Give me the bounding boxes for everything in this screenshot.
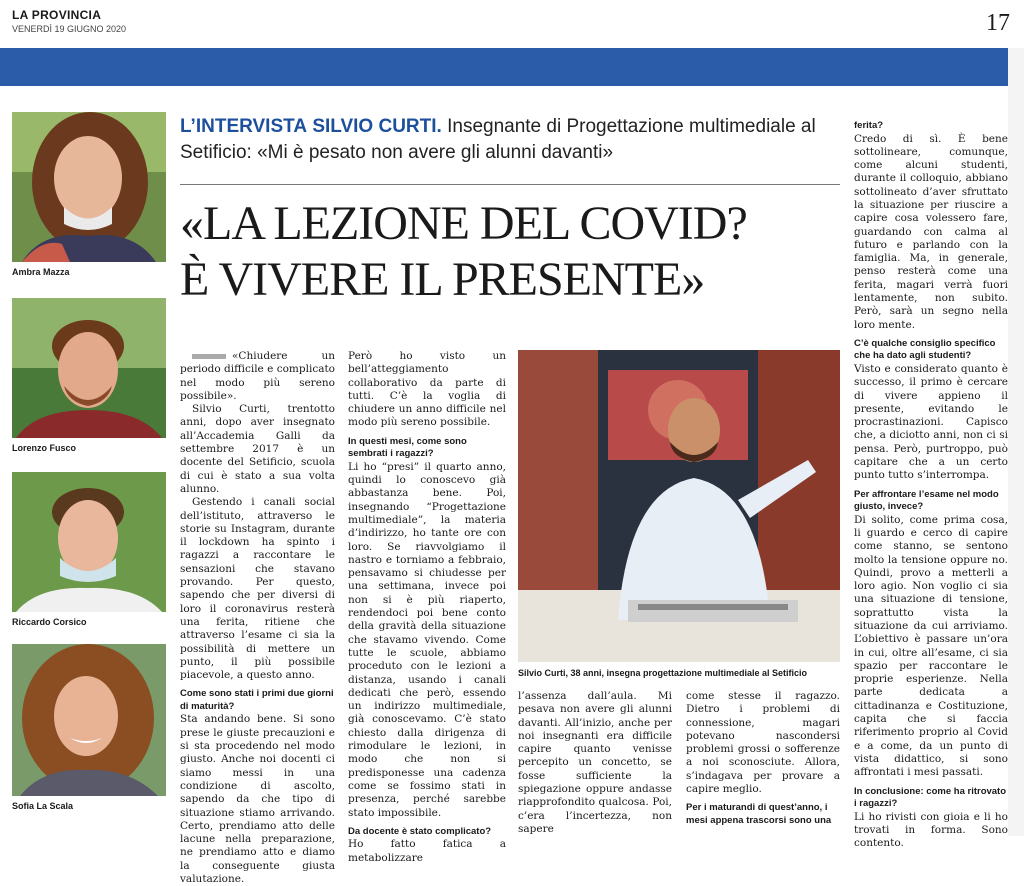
question: Come sono stati i primi due giorni di maturità? xyxy=(180,688,334,712)
page-number: 17 xyxy=(986,10,1010,36)
kicker-text: Insegnante di Progettazione multimediale al Setificio: «Mi è pesato non avere gli alunni davanti» xyxy=(180,116,816,163)
paragraph: Però ho visto un bell’atteggiamento collaborativo da parte di tutti. C’è la voglia di chiudere un anno difficile nel modo più sereno possibile. xyxy=(348,350,506,429)
paragraph: Di solito, come prima cosa, li guardo e cerco di capire come stanno, se sentono molto la tensione oppure no. Quindi, provo a metterli a loro agio. Non voglio ci sia una situazione di tensione, soprattutto vista la situazione da cui arriviamo. L’obiettivo è passare un’ora in cui, oltre all’esame, ci sia spazio per raccontare le proprie esperienze. Nella parte dedicata a cittadinanza e Costituzione, capita che si faccia riferimento proprio al Covid e a come, da un punto di vista didattico, si sono affrontati i mesi passati. xyxy=(854,513,1008,779)
page-edge xyxy=(1008,48,1024,836)
student-card xyxy=(12,112,166,277)
paragraph: Ho fatto fatica a metabolizzare xyxy=(348,838,506,864)
student-card xyxy=(12,472,166,627)
student-photo xyxy=(12,112,166,262)
question: C’è qualche consiglio specifico che ha dato agli studenti? xyxy=(854,337,996,362)
question: ferita? xyxy=(854,120,884,131)
paragraph: Visto e considerato quanto è successo, il primo è cercare di vivere appieno il presente, evitando le procrastinazioni. Capisco che, a diciotto anni, non ci si pensa. Però, purtroppo, può capitare che a un certo punto tutto s’interrompa. xyxy=(854,362,1008,482)
header-band xyxy=(0,48,1008,86)
lead-paragraph: «Chiudere un periodo difficile e complicato nel modo più sereno possibile». xyxy=(180,350,335,402)
student-photo xyxy=(12,298,166,438)
text-column xyxy=(180,350,335,886)
paragraph: come stesse il ragazzo. Dietro i problemi di connessione, magari potevano nascondersi problemi grossi o sofferenze a noi sconosciute. Allora, s’indagava per provare a capire meglio. xyxy=(686,690,840,796)
paragraph: Gestendo i canali social dell’istituto, attraverso le storie su Instagram, durante il lockdown ha spinto i ragazzi a raccontare le sensazioni che stavano provando. Per questo, sapendo che per diversi di loro il coronavirus resterà una ferita, ritiene che attraverso l’esame ci sia la possibilità di mettere un punto, il più possibile piacevole, a questo anno. xyxy=(180,496,335,682)
text-column xyxy=(518,690,672,836)
article-kicker xyxy=(180,114,840,166)
paragraph: Li ho “presi” il quarto anno, quindi lo conoscevo già abbastanza bene. Poi, insegnando “Progettazione multimediale”, la materia d’indirizzo, ho tante ore con loro. Se riavvolgiamo il nastro e torniamo a febbraio, pensavamo si chiudesse per una settimana, invece poi non si è più riaperto, rendendoci poi bene conto della gravità della situazione che stavamo vivendo. Come tutte le scuole, abbiamo proceduto con le lezioni a distanza, usando i canali dedicati che però, essendo un indirizzo multimediale, già conoscevamo. C’è stato chiesto dalla dirigenza di rimodulare le lezioni, in modo che non si predisponesse una cadenza come se fossimo stati in presenza, perché sarebbe stato impossibile. xyxy=(348,460,506,819)
headline-line: «LA LEZIONE DEL COVID? xyxy=(180,197,747,250)
newspaper-name: LA PROVINCIA xyxy=(12,8,102,22)
student-name: Ambra Mazza xyxy=(12,267,70,277)
text-column xyxy=(854,120,1008,850)
student-photo xyxy=(12,472,166,612)
photo-caption: Silvio Curti, 38 anni, insegna progettazione multimediale al Setificio xyxy=(518,668,808,678)
issue-date: VENERDÌ 19 GIUGNO 2020 xyxy=(12,24,127,34)
paragraph: Silvio Curti, trentotto anni, dopo aver insegnato all’Accademia Galli da settembre 2017 è un docente del Setificio, scuola di cui è stato a sua volta alunno. xyxy=(180,403,335,495)
kicker-label: L’INTERVISTA xyxy=(180,116,308,137)
question: Da docente è stato complicato? xyxy=(348,825,492,837)
text-column xyxy=(686,690,840,827)
masthead xyxy=(12,8,126,34)
paragraph: Sta andando bene. Si sono prese le giuste precauzioni e si sta procedendo nel modo giusto. Anche noi docenti ci siamo messi in una condizione di ascolto, sapendo da che tipo di situazione stiamo arrivando. Certo, prendiamo atto delle lacune nella preparazione, ne prendiamo atto e diamo la conseguente giusta valutazione. xyxy=(180,713,335,885)
paragraph: Li ho rivisti con gioia e li ho trovati in forma. Sono contento. xyxy=(854,810,1008,850)
student-card xyxy=(12,644,166,811)
paragraph: l’assenza dall’aula. Mi pesava non avere gli alunni davanti. All’inizio, anche per noi insegnanti era difficile capire quanto venisse percepito un concetto, se fosse sufficiente la spiegazione oppure andasse riapprofondito qualcosa. Poi, c’era l’incertezza, non sapere xyxy=(518,690,672,835)
student-name: Riccardo Corsico xyxy=(12,617,87,627)
student-photo xyxy=(12,644,166,796)
student-name: Sofia La Scala xyxy=(12,801,74,811)
paragraph: Credo di sì. È bene sottolineare, comunque, come alcuni studenti, durante il colloquio, abbiano sottolineato d’aver sfruttato la situazione per riuscire a capire cosa volessero fare, guardando con calma al futuro e parlando con la famiglia. Ma, in generale, penso resterà come una ferita, magari verrà fuori lentamente, non subito. Però, sarà un segno nella loro mente. xyxy=(854,132,1008,331)
headline xyxy=(180,196,840,308)
student-card xyxy=(12,298,166,453)
text-column xyxy=(348,350,506,865)
kicker-name: SILVIO CURTI. xyxy=(312,116,442,137)
question: Per affrontare l’esame nel modo giusto, invece? xyxy=(854,488,999,513)
teacher-photo xyxy=(518,350,840,662)
student-name: Lorenzo Fusco xyxy=(12,443,77,453)
headline-line: È VIVERE IL PRESENTE» xyxy=(180,253,705,306)
question: Per i maturandi di quest’anno, i mesi appena trascorsi sono una xyxy=(686,802,832,826)
divider xyxy=(180,184,840,185)
question: In conclusione: come ha ritrovato i ragazzi? xyxy=(854,785,1007,810)
question: In questi mesi, come sono sembrati i ragazzi? xyxy=(348,435,467,460)
